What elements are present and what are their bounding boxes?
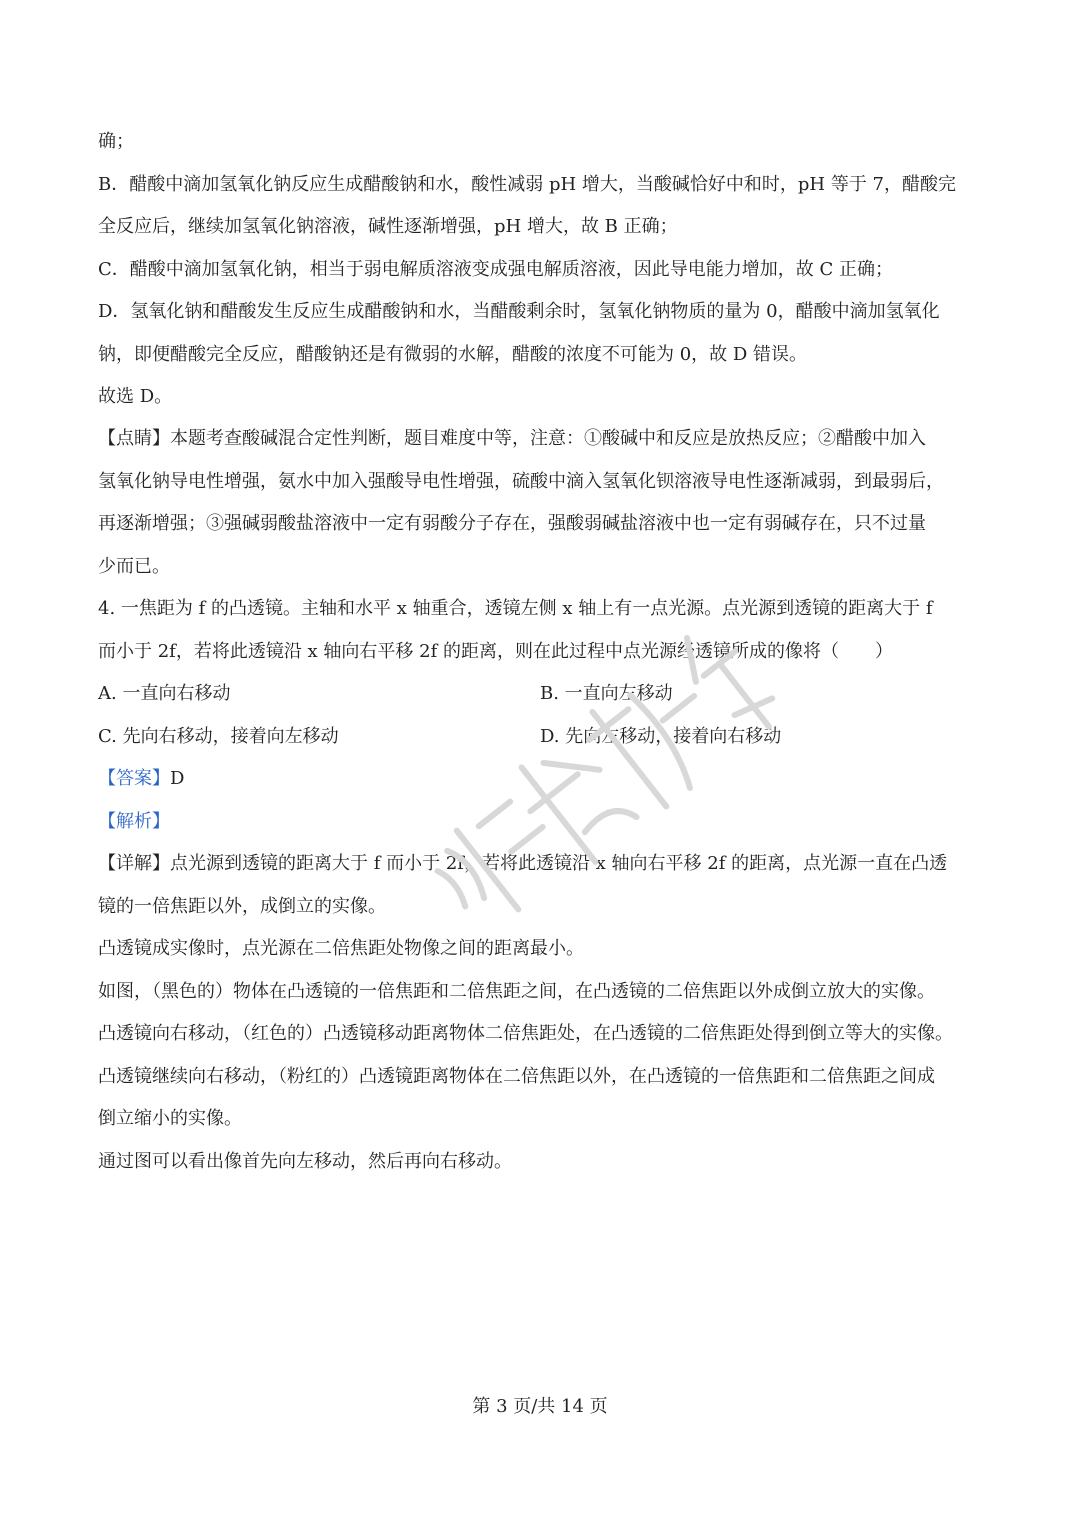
page-number: 第 3 页/共 14 页 bbox=[472, 1396, 608, 1417]
answer-label: 【答案】 bbox=[98, 768, 170, 789]
option-b: B. 一直向左移动 bbox=[540, 683, 673, 704]
detail-line-6: 凸透镜继续向右移动，（粉红的）凸透镜距离物体在二倍焦距以外，在凸透镜的一倍焦距和二倍焦距之间成 bbox=[98, 1066, 935, 1087]
analysis-label: 【解析】 bbox=[98, 811, 170, 832]
answer-value: D bbox=[170, 768, 185, 789]
question-line-1: 4. 一焦距为 f 的凸透镜。主轴和水平 x 轴重合，透镜左侧 x 轴上有一点光源。点光源到透镜的距离大于 f bbox=[98, 598, 933, 619]
detail-line-1 bbox=[98, 853, 947, 875]
option-c-analysis-line: C．醋酸中滴加氢氧化钠，相当于弱电解质溶液变成强电解质溶液，因此导电能力增加，故 C 正确； bbox=[98, 259, 893, 280]
detail-line-3: 凸透镜成实像时，点光源在二倍焦距处物像之间的距离最小。 bbox=[98, 938, 584, 959]
detail-text-1: 点光源到透镜的距离大于 f 而小于 2f，若将此透镜沿 x 轴向右平移 2f 的距离，点光源一直在凸透 bbox=[170, 853, 948, 874]
comment-text-1: 本题考查酸碱混合定性判断，题目难度中等，注意：①酸碱中和反应是放热反应；②醋酸中加入 bbox=[170, 428, 926, 449]
question-line-2: 而小于 2f，若将此透镜沿 x 轴向右平移 2f 的距离，则在此过程中点光源经透镜所成的像将（ ） bbox=[98, 641, 893, 662]
option-b-analysis-line-2: 全反应后，继续加氢氧化钠溶液，碱性逐渐增强，pH 增大，故 B 正确； bbox=[98, 216, 678, 237]
comment-line-1 bbox=[98, 428, 926, 450]
option-d-analysis-line-1: D．氢氧化钠和醋酸发生反应生成醋酸钠和水，当醋酸剩余时，氢氧化钠物质的量为 0，醋酸中滴加氢氧化 bbox=[98, 301, 940, 322]
detail-line-8: 通过图可以看出像首先向左移动，然后再向右移动。 bbox=[98, 1151, 512, 1172]
option-b-analysis-line-1: B．醋酸中滴加氢氧化钠反应生成醋酸钠和水，酸性减弱 pH 增大，当酸碱恰好中和时，pH 等于 7，醋酸完 bbox=[98, 174, 957, 195]
prev-line-0: 确； bbox=[98, 131, 134, 152]
option-d: D. 先向左移动，接着向右移动 bbox=[540, 726, 782, 747]
detail-line-5: 凸透镜向右移动，（红色的）凸透镜移动距离物体二倍焦距处，在凸透镜的二倍焦距处得到倒立等大的实像。 bbox=[98, 1023, 953, 1044]
comment-line-2: 氢氧化钠导电性增强，氨水中加入强酸导电性增强，硫酸中滴入氢氧化钡溶液导电性逐渐减弱，到最弱后， bbox=[98, 471, 944, 492]
comment-line-3: 再逐渐增强；③强碱弱酸盐溶液中一定有弱酸分子存在，强酸弱碱盐溶液中也一定有弱碱存在，只不过量 bbox=[98, 513, 926, 534]
detail-line-4: 如图，（黑色的）物体在凸透镜的一倍焦距和二倍焦距之间，在凸透镜的二倍焦距以外成倒立放大的实像。 bbox=[98, 981, 935, 1002]
option-a: A. 一直向右移动 bbox=[98, 683, 231, 704]
answer-line bbox=[98, 768, 184, 790]
detail-line-7: 倒立缩小的实像。 bbox=[98, 1108, 242, 1129]
option-c: C. 先向右移动，接着向左移动 bbox=[98, 726, 339, 747]
comment-label: 【点睛】 bbox=[98, 428, 170, 449]
choose-answer-line: 故选 D。 bbox=[98, 386, 173, 407]
detail-line-2: 镜的一倍焦距以外，成倒立的实像。 bbox=[98, 896, 386, 917]
option-d-analysis-line-2: 钠，即便醋酸完全反应，醋酸钠还是有微弱的水解，醋酸的浓度不可能为 0，故 D 错误。 bbox=[98, 344, 808, 365]
comment-line-4: 少而已。 bbox=[98, 556, 170, 577]
detail-label: 【详解】 bbox=[98, 853, 170, 874]
